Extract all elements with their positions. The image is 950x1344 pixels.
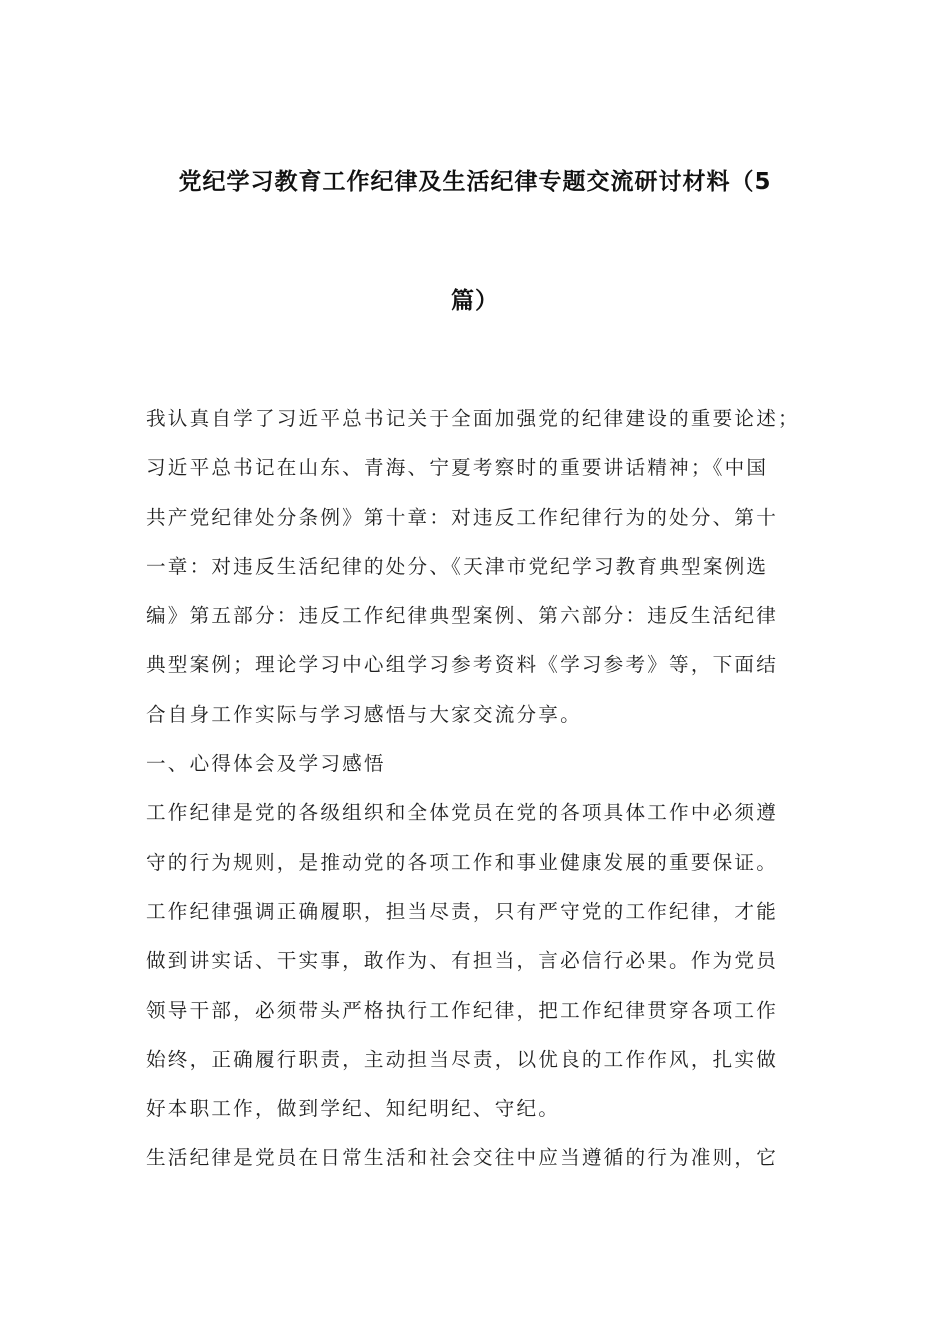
body-line: 领导干部，必须带头严格执行工作纪律，把工作纪律贯穿各项工作 [146, 998, 779, 1022]
body-line: 共产党纪律处分条例》第十章：对违反工作纪律行为的处分、第十 [146, 505, 779, 529]
body-line: 典型案例；理论学习中心组学习参考资料《学习参考》等，下面结 [146, 653, 779, 677]
document-title-line-1: 党纪学习教育工作纪律及生活纪律专题交流研讨材料（5 [178, 169, 772, 195]
body-line: 工作纪律强调正确履职，担当尽责，只有严守党的工作纪律，才能 [146, 899, 779, 923]
body-line: 一章：对违反生活纪律的处分、《天津市党纪学习教育典型案例选 [146, 554, 769, 578]
document-body [146, 394, 810, 1183]
section-heading: 一、心得体会及学习感悟 [146, 752, 386, 776]
body-line: 生活纪律是党员在日常生活和社会交往中应当遵循的行为准则，它 [146, 1146, 779, 1170]
body-line: 做到讲实话、干实事，敢作为、有担当，言必信行必果。作为党员 [146, 949, 779, 973]
body-line: 守的行为规则，是推动党的各项工作和事业健康发展的重要保证。 [146, 850, 779, 874]
document-title-line-2: 篇） [451, 288, 499, 314]
body-line: 编》第五部分：违反工作纪律典型案例、第六部分：违反生活纪律 [146, 604, 779, 628]
body-line: 合自身工作实际与学习感悟与大家交流分享。 [146, 702, 582, 726]
body-line: 我认真自学了习近平总书记关于全面加强党的纪律建设的重要论述； [146, 407, 800, 430]
body-line: 工作纪律是党的各级组织和全体党员在党的各项具体工作中必须遵 [146, 801, 779, 825]
body-line: 好本职工作，做到学纪、知纪明纪、守纪。 [146, 1097, 561, 1121]
body-line: 习近平总书记在山东、青海、宁夏考察时的重要讲话精神；《中国 [146, 456, 769, 480]
body-line: 始终，正确履行职责，主动担当尽责，以优良的工作作风，扎实做 [146, 1047, 779, 1071]
